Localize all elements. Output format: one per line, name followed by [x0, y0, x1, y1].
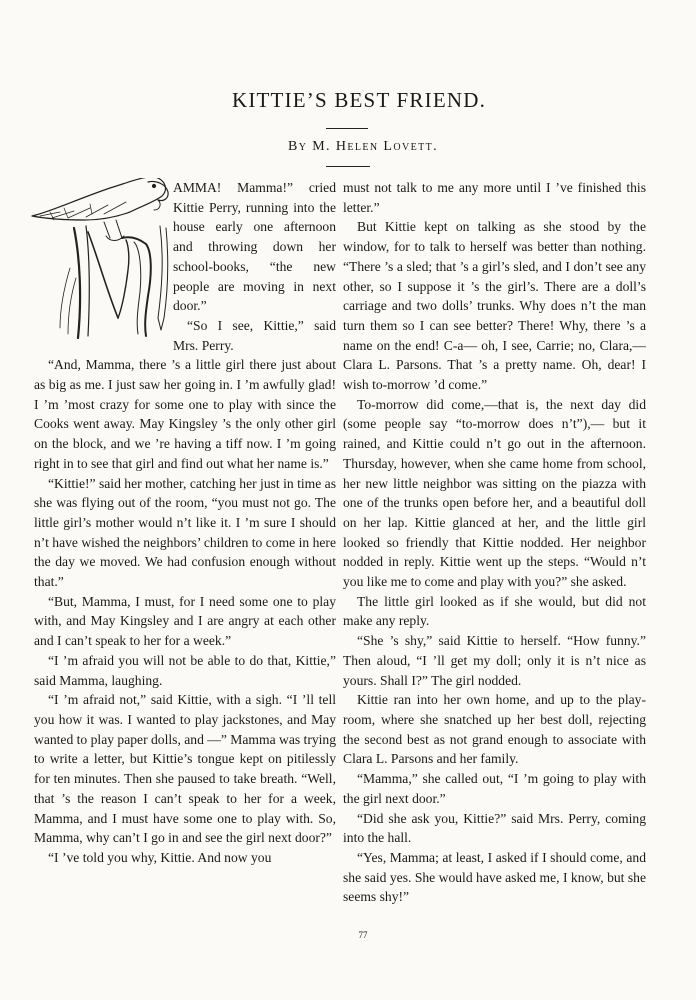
paragraph: “Mamma,” she called out, “I ’m going to play with the girl next door.” [343, 771, 646, 806]
paragraph: Kittie ran into her own home, and up to the play-room, where she snatched up her best doll, rejecting the second best as not grand enough to associate with Clara L. Parsons and her family. [343, 692, 646, 767]
left-column [34, 178, 336, 868]
paragraph: “She ’s shy,” said Kittie to herself. “How funny.” Then aloud, “I ’ll get my doll; only it is n’t nice as yours. Shall I?” The girl nodded. [343, 633, 646, 688]
paragraph: “I ’ve told you why, Kittie. And now you [48, 849, 272, 865]
title-rule [326, 128, 368, 129]
paragraph: “So I see, Kittie,” said Mrs. Perry. [173, 317, 336, 353]
paragraph: “Yes, Mamma; at least, I asked if I should come, and she said yes. She would have asked me, I know, but she seems shy!” [343, 849, 646, 905]
parrot-initial-m-illustration [30, 178, 170, 341]
paragraph: The little girl looked as if she would, but did not make any reply. [343, 593, 646, 629]
paragraph: “Kittie!” said her mother, catching her just in time as she was flying out of the room, “you must not go. The little girl’s mother would n’t like it. I ’m sure I should n’t have wished the neighbors’ children to come in here the day we moved. We had confusion enough without that.” [34, 475, 336, 590]
paragraph: “But, Mamma, I must, for I need some one to play with, and May Kingsley and I are angry at each other and I can’t speak to her for a week.” [34, 593, 336, 649]
paragraph: But Kittie kept on talking as she stood by the window, for to talk to herself was better than nothing. “There ’s a sled; that ’s a girl’s sled, and I don’t see any other, so I suppose it ’s the girl’s. There are a doll’s carriage and two dolls’ trunks. Why does n’t the man turn them so I can see better? There! Why, there ’s a name on the end! C-a— oh, I see, Carrie; no, Clara,—Clara L. Parsons. That ’s a pretty name. Oh, dear! I wish to-morrow ’d come.” [343, 219, 646, 393]
paragraph: “Did she ask you, Kittie?” said Mrs. Perry, coming into the hall. [343, 810, 646, 846]
paragraph: To-morrow did come,—that is, the next day did (some people say “to-morrow does n’t”),— but it rained, and Kittie could n’t go out in the afternoon. Thursday, however, when she came home from school, her new little neighbor was sitting on the piazza with one of the trunks open before her, and a beautiful doll on her lap. Kittie glanced at her, and the little girl looked so friendly that Kittie nodded. Her neighbor nodded in reply. Kittie went up the steps. “Would n’t you like me to come and play with you?” she asked. [343, 396, 646, 590]
paragraph: AMMA! Mamma!” cried Kittie Perry, running into the house early one afternoon and throwing down her school-books, “the new people are moving in next door.” [173, 180, 336, 314]
byline-rule [326, 166, 370, 167]
page-number: 77 [358, 930, 368, 940]
right-column [343, 178, 646, 907]
article-title: KITTIE’S BEST FRIEND. [231, 88, 487, 112]
paragraph: “I ’m afraid you will not be able to do that, Kittie,” said Mamma, laughing. [34, 652, 336, 688]
paragraph: “I ’m afraid not,” said Kittie, with a sigh. “I ’ll tell you how it was. I wanted to play jackstones, and May wanted to play paper dolls, and —” Mamma was trying to write a letter, but Kittie’s tongue kept on pitilessly for ten minutes. Then she paused to take breath. “Well, that ’s the reason I can’t speak to her for a week, Mamma, and I must have some one to play with. So, Mamma, why can’t I go in and see the girl next door?” [34, 692, 337, 846]
paragraph: must not talk to me any more until I ’ve finished this letter.” [343, 180, 646, 215]
byline: By M. Helen Lovett. [287, 139, 439, 154]
paragraph: “And, Mamma, there ’s a little girl there just about as big as me. I just saw her going in. I ’m awfully glad! I ’m ’most crazy for some one to play with since the Cooks went away. May Kingsley ’s the only other girl on the block, and we ’re having a tiff now. I ’m going right in to see that girl and find out what her name is.” [34, 357, 336, 471]
